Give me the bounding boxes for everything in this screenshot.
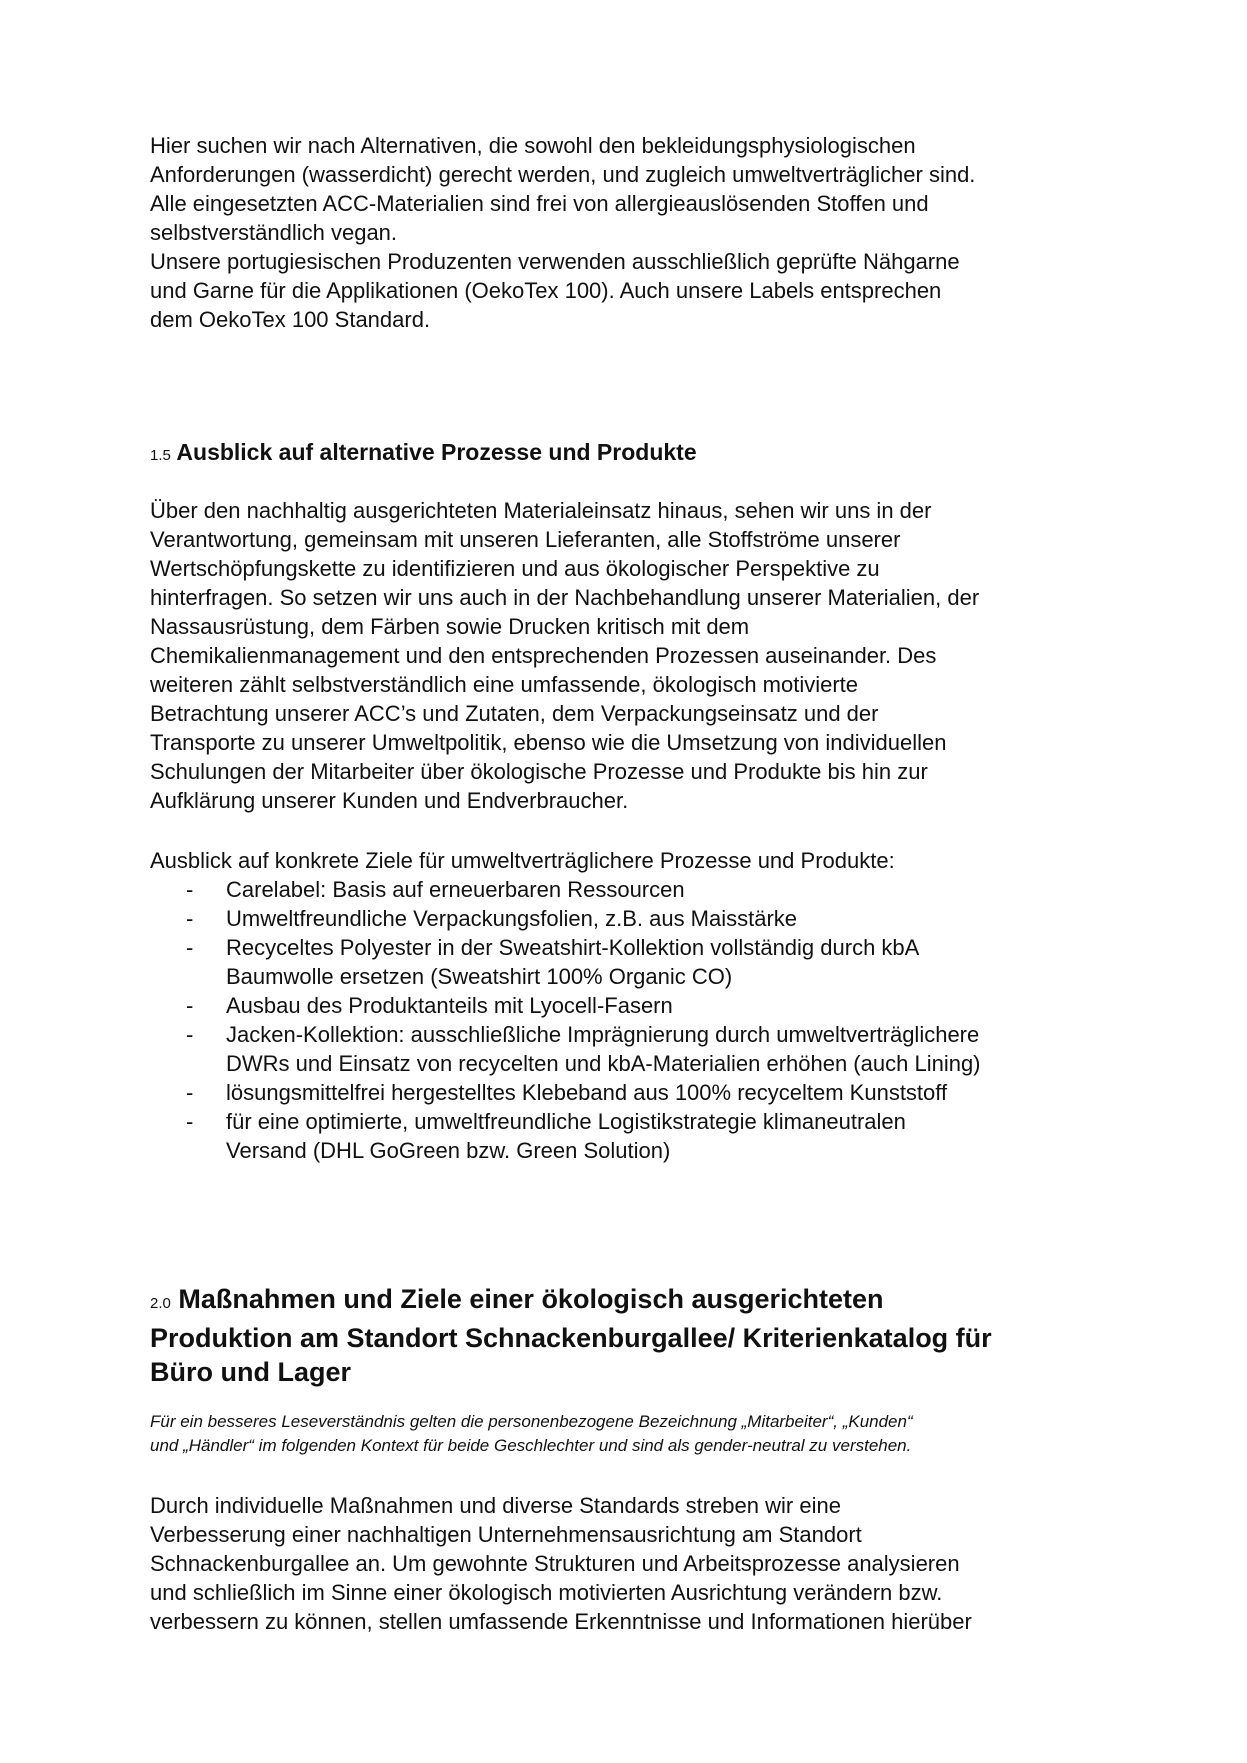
text-line: Recyceltes Polyester in der Sweatshirt-Kollektion vollständig durch kbA — [226, 935, 920, 960]
text-line: Schulungen der Mitarbeiter über ökologische Prozesse und Produkte bis hin zur — [150, 759, 928, 784]
text-line: und schließlich im Sinne einer ökologisch motivierten Ausrichtung verändern bzw. — [150, 1580, 943, 1605]
list-item — [186, 1107, 1106, 1165]
gender-note — [150, 1410, 1110, 1458]
section-title-line: Maßnahmen und Ziele einer ökologisch ausgerichteten — [178, 1284, 884, 1314]
text-line: und Garne für die Applikationen (OekoTex 100). Auch unsere Labels entsprechen — [150, 278, 942, 303]
text-line: für eine optimierte, umweltfreundliche Logistikstrategie klimaneutralen — [226, 1109, 906, 1134]
text-line: Nassausrüstung, dem Färben sowie Drucken kritisch mit dem — [150, 614, 750, 639]
text-line: Durch individuelle Maßnahmen und diverse Standards streben wir eine — [150, 1493, 841, 1518]
text-line: Versand (DHL GoGreen bzw. Green Solution) — [226, 1138, 671, 1163]
bullet-dash: - — [186, 1109, 194, 1134]
list-item — [186, 1020, 1106, 1078]
list-item — [186, 933, 1106, 991]
section-2-0-paragraph — [150, 1491, 1110, 1636]
bullet-dash: - — [186, 993, 194, 1018]
bullet-dash: - — [186, 1022, 194, 1047]
text-line: verbessern zu können, stellen umfassende Erkenntnisse und Informationen hierüber — [150, 1609, 972, 1634]
list-item — [186, 875, 1106, 904]
text-line: Schnackenburgallee an. Um gewohnte Strukturen und Arbeitsprozesse analysieren — [150, 1551, 960, 1576]
bullet-dash: - — [186, 1080, 194, 1105]
section-heading-1-5 — [150, 438, 1110, 470]
text-line: dem OekoTex 100 Standard. — [150, 307, 431, 332]
text-line: Transporte zu unserer Umweltpolitik, ebenso wie die Umsetzung von individuellen — [150, 730, 947, 755]
text-line: Aufklärung unserer Kunden und Endverbraucher. — [150, 788, 629, 813]
text-line: Baumwolle ersetzen (Sweatshirt 100% Organic CO) — [226, 964, 733, 989]
text-line: Ausblick auf konkrete Ziele für umweltverträglichere Prozesse und Produkte: — [150, 848, 895, 873]
section-number: 1.5 — [150, 447, 171, 464]
text-line: Carelabel: Basis auf erneuerbaren Ressourcen — [226, 877, 685, 902]
text-line: weiteren zählt selbstverständlich eine umfassende, ökologisch motivierte — [150, 672, 859, 697]
text-line: Jacken-Kollektion: ausschließliche Imprägnierung durch umweltverträglichere — [226, 1022, 980, 1047]
section-1-5-paragraph — [150, 496, 1110, 815]
text-line: und „Händler“ im folgenden Kontext für beide Geschlechter und sind als gender-neutral zu verstehen. — [150, 1436, 912, 1455]
intro-paragraph — [150, 131, 1110, 334]
heading-line — [150, 1282, 1110, 1321]
text-line: Chemikalienmanagement und den entsprechenden Prozessen auseinander. Des — [150, 643, 937, 668]
bullet-dash: - — [186, 877, 194, 902]
list-item — [186, 1078, 1106, 1107]
text-line: hinterfragen. So setzen wir uns auch in der Nachbehandlung unserer Materialien, der — [150, 585, 980, 610]
list-item — [186, 991, 1106, 1020]
text-line: Unsere portugiesischen Produzenten verwenden ausschließlich geprüfte Nähgarne — [150, 249, 960, 274]
bullet-dash: - — [186, 935, 194, 960]
text-line: Wertschöpfungskette zu identifizieren und aus ökologischer Perspektive zu — [150, 556, 880, 581]
section-title-line: Büro und Lager — [150, 1357, 351, 1387]
text-line: Über den nachhaltig ausgerichteten Materialeinsatz hinaus, sehen wir uns in der — [150, 498, 932, 523]
list-item — [186, 904, 1106, 933]
text-line: Umweltfreundliche Verpackungsfolien, z.B. aus Maisstärke — [226, 906, 798, 931]
section-number: 2.0 — [150, 1295, 171, 1312]
text-line: Verbesserung einer nachhaltigen Unternehmensausrichtung am Standort — [150, 1522, 862, 1547]
goals-list — [186, 875, 1106, 1165]
text-line: DWRs und Einsatz von recycelten und kbA-Materialien erhöhen (auch Lining) — [226, 1051, 981, 1076]
text-line: Für ein besseres Leseverständnis gelten die personenbezogene Bezeichnung „Mitarbeiter“, „Kunden“ — [150, 1412, 913, 1431]
text-line: lösungsmittelfrei hergestelltes Klebeband aus 100% recyceltem Kunststoff — [226, 1080, 948, 1105]
section-heading-2-0 — [150, 1282, 1110, 1389]
text-line: Hier suchen wir nach Alternativen, die sowohl den bekleidungsphysiologischen — [150, 133, 916, 158]
text-line: selbstverständlich vegan. — [150, 220, 398, 245]
text-line: Ausbau des Produktanteils mit Lyocell-Fasern — [226, 993, 673, 1018]
text-line: Alle eingesetzten ACC-Materialien sind frei von allergieauslösenden Stoffen und — [150, 191, 929, 216]
text-line: Betrachtung unserer ACC’s und Zutaten, dem Verpackungseinsatz und der — [150, 701, 879, 726]
bullet-dash: - — [186, 906, 194, 931]
text-line: Anforderungen (wasserdicht) gerecht werden, und zugleich umweltverträglicher sind. — [150, 162, 976, 187]
section-title: Ausblick auf alternative Prozesse und Produkte — [176, 439, 697, 465]
section-title-line: Produktion am Standort Schnackenburgallee/ Kriterienkatalog für — [150, 1323, 992, 1353]
goals-intro — [150, 846, 1110, 875]
text-line: Verantwortung, gemeinsam mit unseren Lieferanten, alle Stoffströme unserer — [150, 527, 901, 552]
